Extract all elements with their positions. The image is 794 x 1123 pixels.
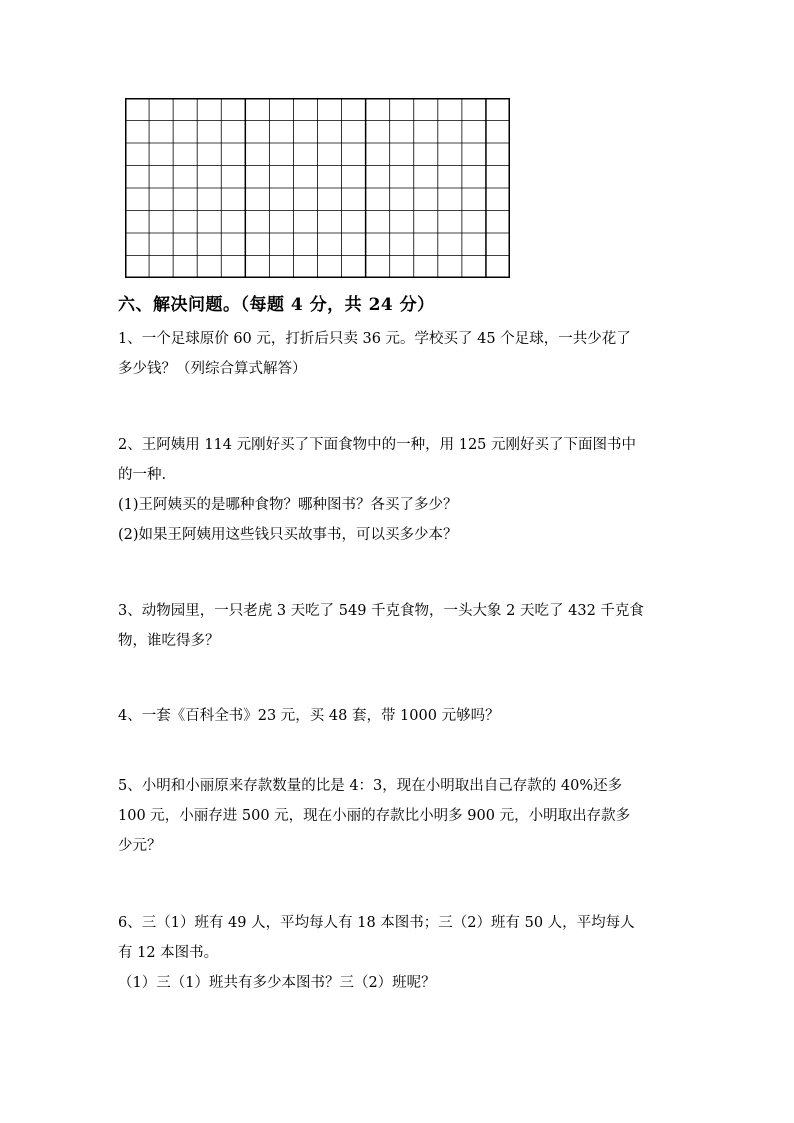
section-title: 六、解决问题。（每题 4 分，共 24 分） [118, 295, 435, 315]
question-3 [118, 596, 644, 656]
question-2-sub-1: (1)王阿姨买的是哪种食物？哪种图书？各买了多少？ [118, 497, 458, 513]
question-3-line-1: 3、动物园里，一只老虎 3 天吃了 549 千克食物，一头大象 2 天吃了 432 千克食 [118, 603, 644, 619]
question-6 [118, 908, 635, 998]
question-4-line-1: 4、一套《百科全书》23 元，买 48 套，带 1000 元够吗？ [118, 708, 500, 724]
question-2 [118, 430, 636, 550]
question-5-line-1: 5、小明和小丽原来存款数量的比是 4：3，现在小明取出自己存款的 40%还多 [118, 778, 623, 794]
question-2-line-2: 的一种. [118, 467, 167, 483]
question-5-line-2: 100 元，小丽存进 500 元，现在小丽的存款比小明多 900 元，小明取出存款多 [118, 808, 631, 824]
question-1-line-1: 1、一个足球原价 60 元，打折后只卖 36 元。学校买了 45 个足球，一共少花了 [118, 331, 631, 347]
question-6-line-2: 有 12 本图书。 [118, 945, 219, 961]
question-2-line-1: 2、王阿姨用 114 元刚好买了下面食物中的一种，用 125 元刚好买了下面图书中 [118, 437, 637, 453]
question-5 [118, 771, 630, 861]
question-6-sub-1: （1）三（1）班共有多少本图书？三（2）班呢？ [118, 975, 436, 991]
question-1 [118, 324, 631, 384]
question-3-line-2: 物，谁吃得多？ [118, 633, 220, 649]
question-2-sub-2: (2)如果王阿姨用这些钱只买故事书，可以买多少本？ [118, 527, 458, 543]
question-4 [118, 701, 500, 731]
writing-grid [125, 98, 510, 278]
question-6-line-1: 6、三（1）班有 49 人，平均每人有 18 本图书；三（2）班有 50 人，平均每人 [118, 915, 635, 931]
question-1-line-2: 多少钱？（列综合算式解答） [118, 361, 307, 377]
question-5-line-3: 少元？ [118, 838, 162, 854]
